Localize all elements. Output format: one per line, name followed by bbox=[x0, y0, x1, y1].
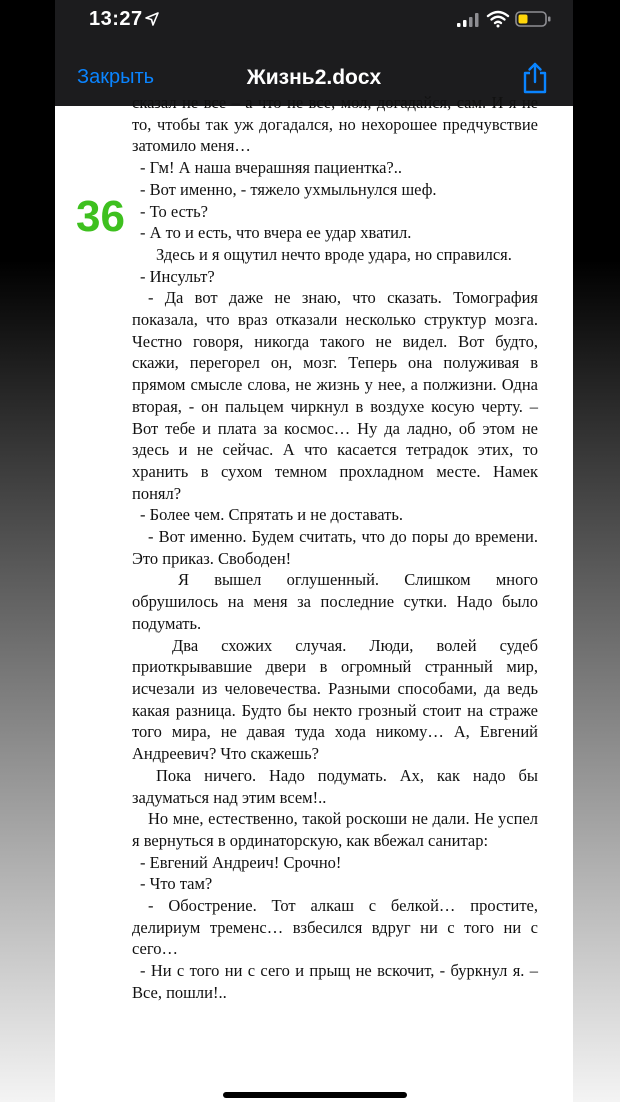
paragraph: Я вышел оглушенный. Слишком много обрушилось на меня за последние сутки. Надо было подумать. bbox=[132, 570, 538, 633]
wifi-icon bbox=[487, 10, 509, 28]
document-text bbox=[132, 92, 538, 1004]
location-arrow-icon bbox=[145, 12, 159, 26]
paragraph: - А то и есть, что вчера ее удар хватил. bbox=[140, 223, 412, 243]
paragraph: - Ни с того ни с сего и прыщ не вскочит, - буркнул я. – Все, пошли!.. bbox=[132, 961, 538, 1002]
document-content bbox=[132, 93, 538, 1066]
paragraph: - Вот именно, - тяжело ухмыльнулся шеф. bbox=[140, 179, 437, 199]
paragraph: - Обострение. Тот алкаш с белкой… простите, делириум тременс… взбесился вдруг ни с того ни с сего… bbox=[132, 896, 538, 959]
paragraph: - Что там? bbox=[140, 874, 213, 894]
paragraph: Здесь и я ощутил нечто вроде удара, но справился. bbox=[156, 244, 512, 264]
home-indicator[interactable] bbox=[223, 1092, 407, 1098]
document-title: Жизнь2.docx bbox=[246, 66, 382, 89]
paragraph: Пока ничего. Надо подумать. Ах, как надо бы задуматься над этим всем!.. bbox=[132, 765, 538, 807]
paragraph: - Да вот даже не знаю, что сказать. Томография показала, что враз отказали несколько структур мозга. Честно говоря, никогда такого не видел. Вот будто, скажи, перегорел он, мозг. Теперь она полуживая в прямом смысле слова, не жизнь у нее, а полжизни. Одна вторая, - он пальцем чиркнул в воздухе косую черту. – Вот тебе и плата за космос… Ну да ладно, об этом не здесь и не сейчас. А что касается тетрадок этих, то хранить в сухом темном прохладном месте. Намек понял? bbox=[132, 288, 538, 503]
status-bar bbox=[55, 0, 573, 40]
paragraph: - Гм! А наша вчерашняя пациентка?.. bbox=[140, 158, 402, 178]
paragraph: Но мне, естественно, такой роскоши не дали. Не успел я вернуться в ординаторскую, как вбежал санитар: bbox=[132, 809, 538, 850]
cellular-signal-icon bbox=[457, 13, 479, 27]
paragraph: - Вот именно. Будем считать, что до поры до времени. Это приказ. Свободен! bbox=[132, 527, 538, 568]
battery-low-icon bbox=[515, 10, 551, 28]
paragraph: - Инсульт? bbox=[140, 266, 215, 286]
page-number-annotation: 36 bbox=[76, 192, 125, 241]
share-icon[interactable] bbox=[521, 62, 549, 94]
paragraph: Два схожих случая. Люди, волей судеб приоткрывавшие двери в огромный странный мир, исчезали из человечества. Разными способами, да ведь какая разница. Будто бы некто грозный стоит на страже того мира, не давая туда хода никому… А, Евгений Андреевич? Что скажешь? bbox=[132, 635, 538, 764]
close-button[interactable]: Закрыть bbox=[77, 66, 155, 88]
status-time: 13:27 bbox=[89, 8, 143, 30]
paragraph: - Евгений Андреич! Срочно! bbox=[140, 852, 342, 872]
paragraph: - Более чем. Спрятать и не доставать. bbox=[140, 505, 403, 525]
paragraph: - То есть? bbox=[140, 201, 208, 221]
paragraph: сказал не все – а что не все, мол, догадайся, сам. И я не то, чтобы так уж догадался, но нехорошее предчувствие затомило меня… bbox=[132, 93, 538, 156]
